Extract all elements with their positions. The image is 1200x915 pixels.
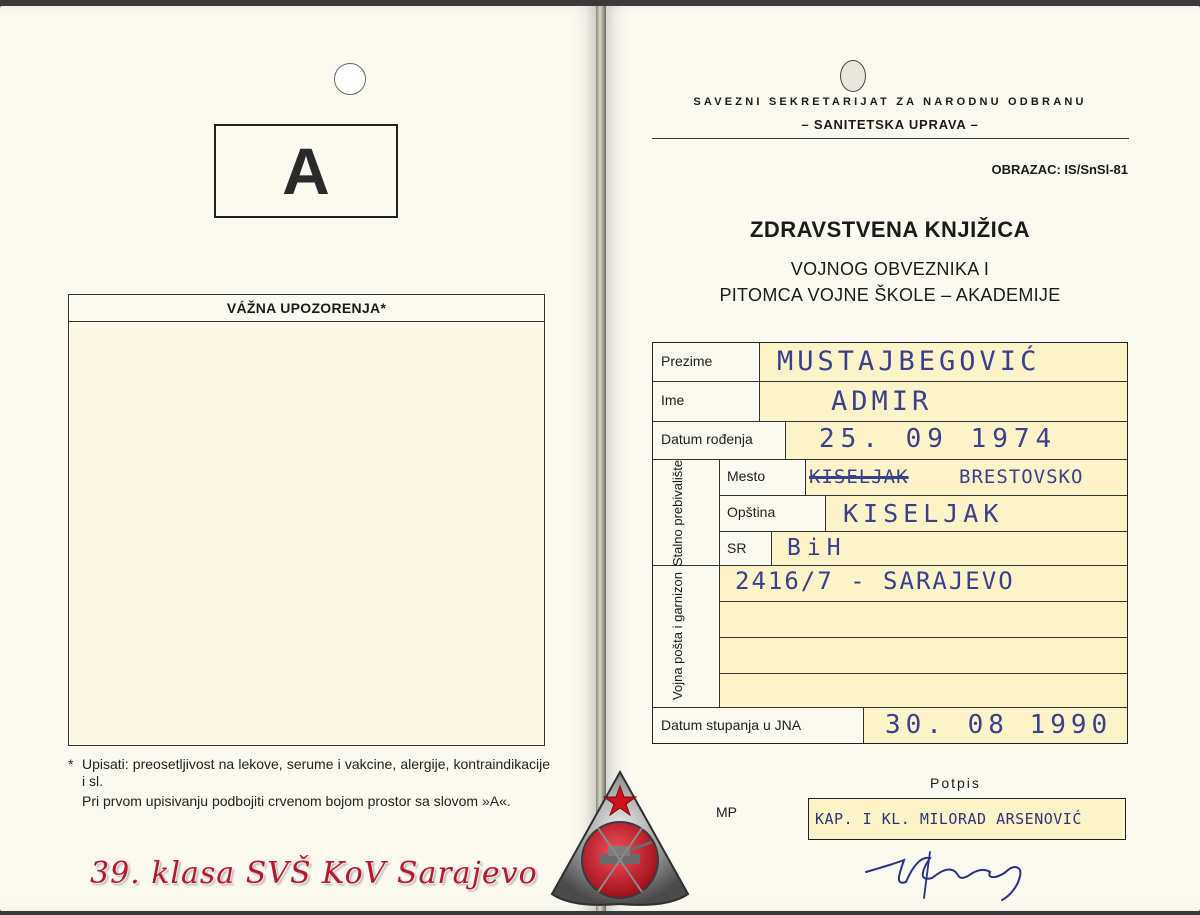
stamp-text: KAP. I KL. MILORAD ARSENOVIĆ [815, 810, 1082, 828]
form-line [653, 421, 1127, 422]
value-mesto: BRESTOVSKO [959, 466, 1084, 488]
form-divider [863, 707, 864, 743]
document-title: ZDRAVSTVENA KNJIŽICA [749, 217, 1031, 242]
footnote [70, 756, 550, 813]
warnings-box [68, 294, 545, 746]
form-line [719, 673, 1127, 674]
value-datum-rodjenja: 25. 09 1974 [819, 424, 1058, 454]
form-divider [719, 459, 720, 707]
form-divider [825, 495, 826, 531]
document-subtitle-1: VOJNOG OBVEZNIKA I [790, 259, 990, 279]
document-subtitle-2: PITOMCA VOJNE ŠKOLE – AKADEMIJE [719, 285, 1061, 305]
footnote-star: * [68, 756, 74, 772]
form-divider [759, 343, 760, 421]
label-prezime: Prezime [661, 353, 713, 369]
label-stalno-prebivaliste: Stalno prebivalište [670, 459, 685, 567]
form-line [653, 565, 1127, 566]
signature-label: Potpis [930, 775, 981, 791]
footnote-line-2: Pri prvom upisivanju podbojiti crvenom bojom prostor sa slovom »A«. [82, 793, 511, 809]
handwritten-signature [860, 842, 1070, 902]
mp-label: MP [716, 804, 737, 820]
personal-data-form [652, 342, 1128, 744]
value-sr: BiH [787, 535, 847, 561]
label-datum-rodjenja: Datum rođenja [661, 431, 753, 447]
org-line-1: SAVEZNI SEKRETARIJAT ZA NARODNU ODBRANU [693, 96, 1087, 108]
header-rule [652, 138, 1129, 139]
footnote-line-1: Upisati: preosetljivost na lekove, serume i vakcine, alergije, kontraindikacije i sl. [82, 756, 550, 789]
org-line-2: – SANITETSKA UPRAVA – [801, 117, 979, 132]
form-divider [805, 459, 806, 495]
form-code: OBRAZAC: IS/SnSl-81 [991, 162, 1128, 177]
value-datum-stupanja: 30. 08 1990 [885, 710, 1113, 740]
label-datum-stupanja: Datum stupanja u JNA [661, 717, 802, 733]
punch-hole-right [840, 60, 866, 92]
form-line [719, 531, 1127, 532]
value-mesto-struck: KISELJAK [809, 466, 909, 488]
label-mesto: Mesto [727, 468, 766, 484]
form-divider [785, 421, 786, 459]
warnings-title: VÁŽNA UPOZORENJA* [69, 295, 544, 322]
stamp-box [808, 798, 1126, 840]
label-ime: Ime [661, 392, 685, 408]
form-line [653, 707, 1127, 708]
form-line [719, 637, 1127, 638]
letter-a-box: A [214, 124, 398, 218]
form-line [653, 381, 1127, 382]
form-line [719, 601, 1127, 602]
value-opstina: KISELJAK [843, 499, 1004, 528]
form-line [719, 495, 1127, 496]
label-sr: SR [727, 540, 747, 556]
military-badge-icon [548, 768, 692, 910]
watermark-text: 39. klasa SVŠ KoV Sarajevo [90, 856, 538, 891]
label-opstina: Opština [727, 504, 776, 520]
value-ime: ADMIR [831, 386, 933, 417]
value-vojna-posta: 2416/7 - SARAJEVO [735, 567, 1015, 595]
value-prezime: MUSTAJBEGOVIĆ [777, 346, 1041, 377]
label-vojna-posta: Vojna pošta i garnizon [670, 572, 685, 700]
form-line [653, 459, 1127, 460]
form-divider [771, 531, 772, 565]
punch-hole-left [334, 63, 366, 95]
